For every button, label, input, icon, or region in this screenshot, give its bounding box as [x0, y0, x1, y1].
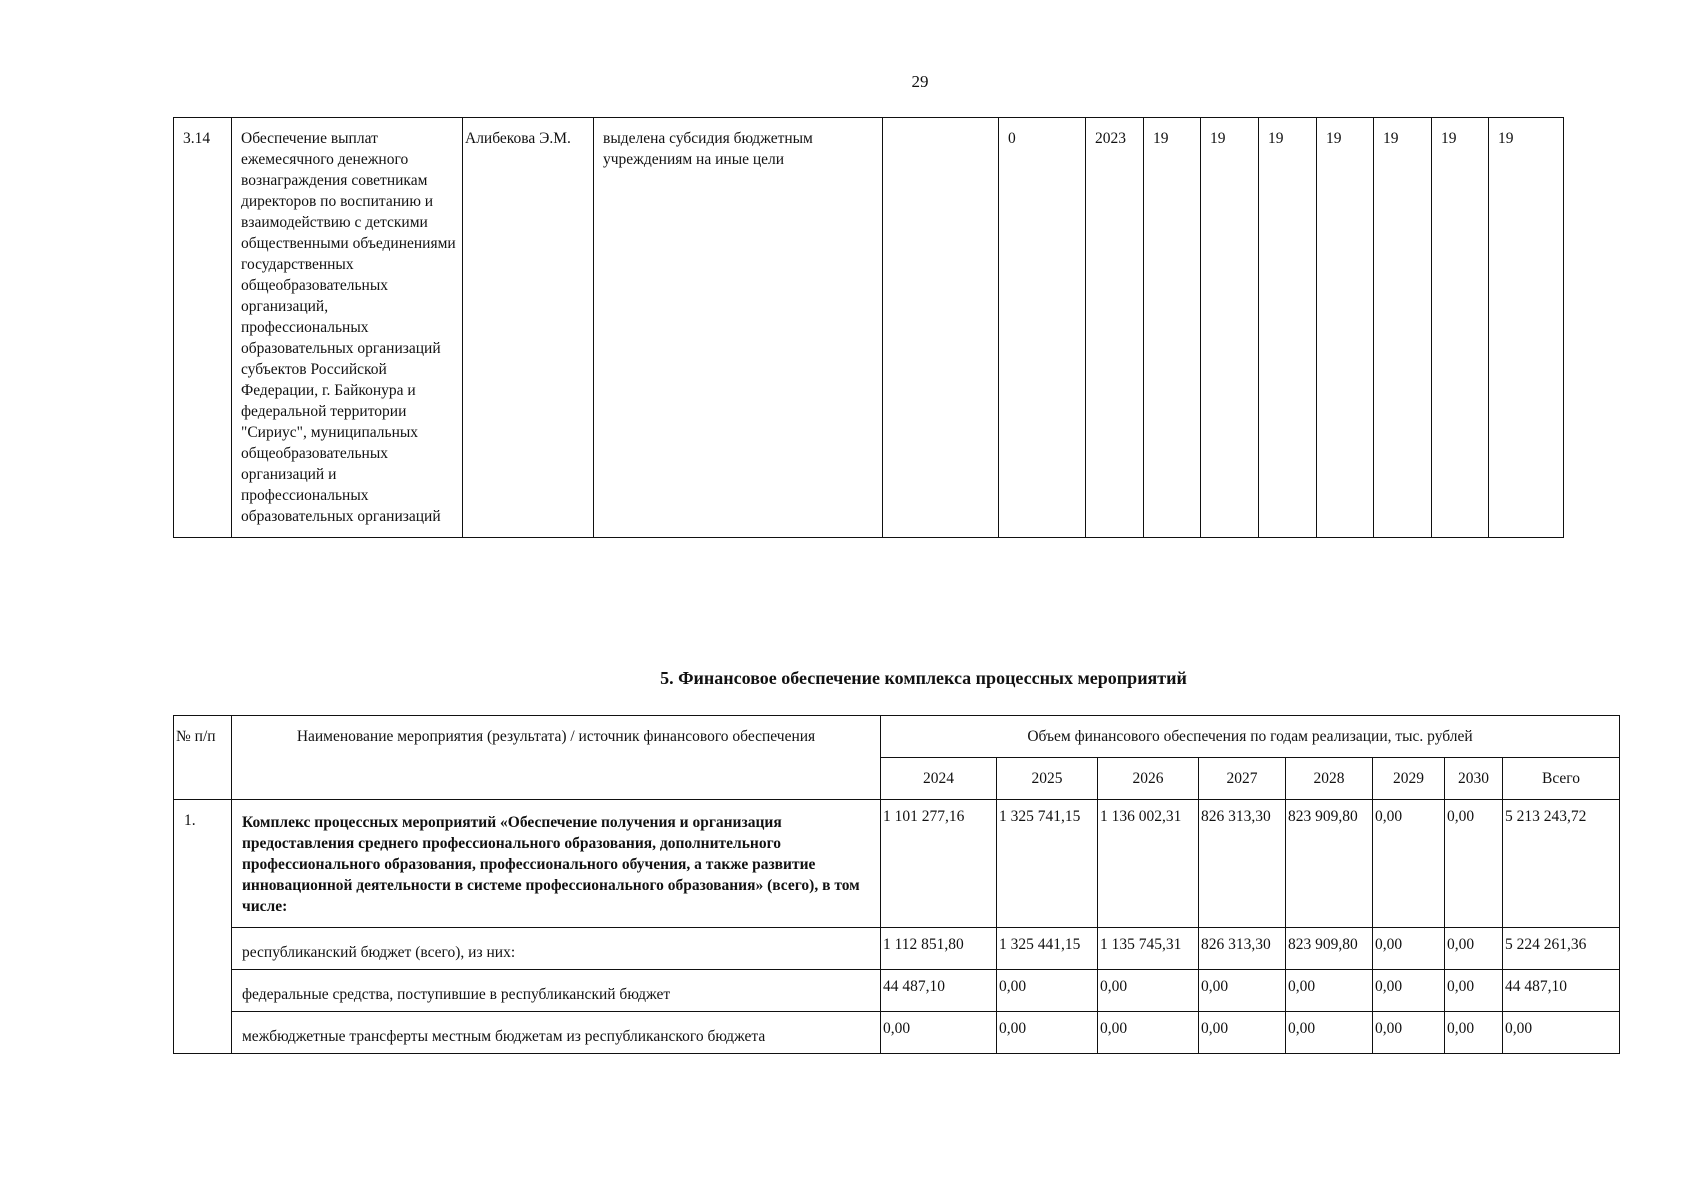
year-value: 19 — [1432, 118, 1489, 538]
cell-value: 0,00 — [1445, 800, 1503, 928]
header-year: 2026 — [1098, 758, 1199, 800]
cell-value: 44 487,10 — [881, 970, 997, 1012]
empty-cell — [883, 118, 999, 538]
year-value: 19 — [1489, 118, 1564, 538]
base-year: 2023 — [1086, 118, 1144, 538]
section-title: 5. Финансовое обеспечение комплекса процессных мероприятий — [660, 668, 1187, 688]
cell-value: 1 136 002,31 — [1098, 800, 1199, 928]
header-total: Всего — [1503, 758, 1620, 800]
cell-value: 1 325 741,15 — [997, 800, 1098, 928]
cell-total: 44 487,10 — [1503, 970, 1620, 1012]
header-num: № п/п — [174, 716, 232, 800]
row-name: Комплекс процессных мероприятий «Обеспечение получения и организация предоставления среднего профессионального образования, дополнительного профессионального образования, профессионального обучения, а также развитие инновационной деятельности в системе профессионального образования» (всего), в том числе: — [232, 800, 881, 928]
cell-total: 5 224 261,36 — [1503, 928, 1620, 970]
table-row — [174, 1012, 1620, 1054]
page-number: 29 — [911, 72, 929, 91]
cell-value: 0,00 — [1373, 970, 1445, 1012]
cell-value: 826 313,30 — [1199, 928, 1286, 970]
row-name: межбюджетные трансферты местным бюджетам из республиканского бюджета — [232, 1012, 881, 1054]
year-value: 19 — [1259, 118, 1317, 538]
cell-value: 0,00 — [1445, 970, 1503, 1012]
cell-value: 0,00 — [1373, 800, 1445, 928]
header-volume: Объем финансового обеспечения по годам реализации, тыс. рублей — [881, 716, 1620, 758]
cell-value: 1 135 745,31 — [1098, 928, 1199, 970]
header-name: Наименование мероприятия (результата) / источник финансового обеспечения — [232, 716, 881, 800]
row-name: федеральные средства, поступившие в республиканский бюджет — [232, 970, 881, 1012]
measure-name: Обеспечение выплат ежемесячного денежного вознаграждения советникам директоров по воспитанию и взаимодействию с детскими общественными объединениями государственных общеобразовательных организаций, профессиональных образовательных организаций субъектов Российской Федерации, г. Байконура и федеральной территории "Сириус", муниципальных общеобразовательных организаций и профессиональных образовательных организаций — [232, 118, 463, 538]
year-value: 19 — [1317, 118, 1374, 538]
cell-value: 826 313,30 — [1199, 800, 1286, 928]
year-value: 19 — [1201, 118, 1259, 538]
cell-value: 0,00 — [1286, 970, 1373, 1012]
cell-value: 823 909,80 — [1286, 928, 1373, 970]
cell-value: 0,00 — [1286, 1012, 1373, 1054]
row-number: 3.14 — [174, 118, 232, 538]
year-value: 19 — [1374, 118, 1432, 538]
responsible-person: Алибекова Э.М. — [463, 118, 594, 538]
cell-total: 5 213 243,72 — [1503, 800, 1620, 928]
cell-value: 0,00 — [1098, 1012, 1199, 1054]
header-year: 2030 — [1445, 758, 1503, 800]
cell-total: 0,00 — [1503, 1012, 1620, 1054]
table-row — [174, 928, 1620, 970]
cell-value: 823 909,80 — [1286, 800, 1373, 928]
cell-value: 0,00 — [1098, 970, 1199, 1012]
cell-value: 0,00 — [1199, 1012, 1286, 1054]
cell-value: 0,00 — [1373, 928, 1445, 970]
row-name: республиканский бюджет (всего), из них: — [232, 928, 881, 970]
cell-value: 0,00 — [1373, 1012, 1445, 1054]
cell-value: 1 112 851,80 — [881, 928, 997, 970]
header-year: 2028 — [1286, 758, 1373, 800]
table-row — [174, 970, 1620, 1012]
measure-result: выделена субсидия бюджетным учреждениям на иные цели — [594, 118, 883, 538]
cell-value: 0,00 — [997, 970, 1098, 1012]
cell-value: 0,00 — [1445, 1012, 1503, 1054]
cell-value: 1 325 441,15 — [997, 928, 1098, 970]
cell-value: 0,00 — [881, 1012, 997, 1054]
group-number: 1. — [174, 800, 232, 1054]
header-year: 2024 — [881, 758, 997, 800]
cell-value: 0,00 — [997, 1012, 1098, 1054]
table-row — [174, 800, 1620, 928]
header-year: 2029 — [1373, 758, 1445, 800]
measures-table — [173, 117, 1564, 538]
cell-value: 0,00 — [1445, 928, 1503, 970]
header-year: 2027 — [1199, 758, 1286, 800]
cell-value: 0,00 — [1199, 970, 1286, 1012]
base-value: 0 — [999, 118, 1086, 538]
table-row — [174, 118, 1564, 538]
financing-table — [173, 715, 1620, 1054]
header-row — [174, 716, 1620, 758]
header-year: 2025 — [997, 758, 1098, 800]
year-value: 19 — [1144, 118, 1201, 538]
cell-value: 1 101 277,16 — [881, 800, 997, 928]
